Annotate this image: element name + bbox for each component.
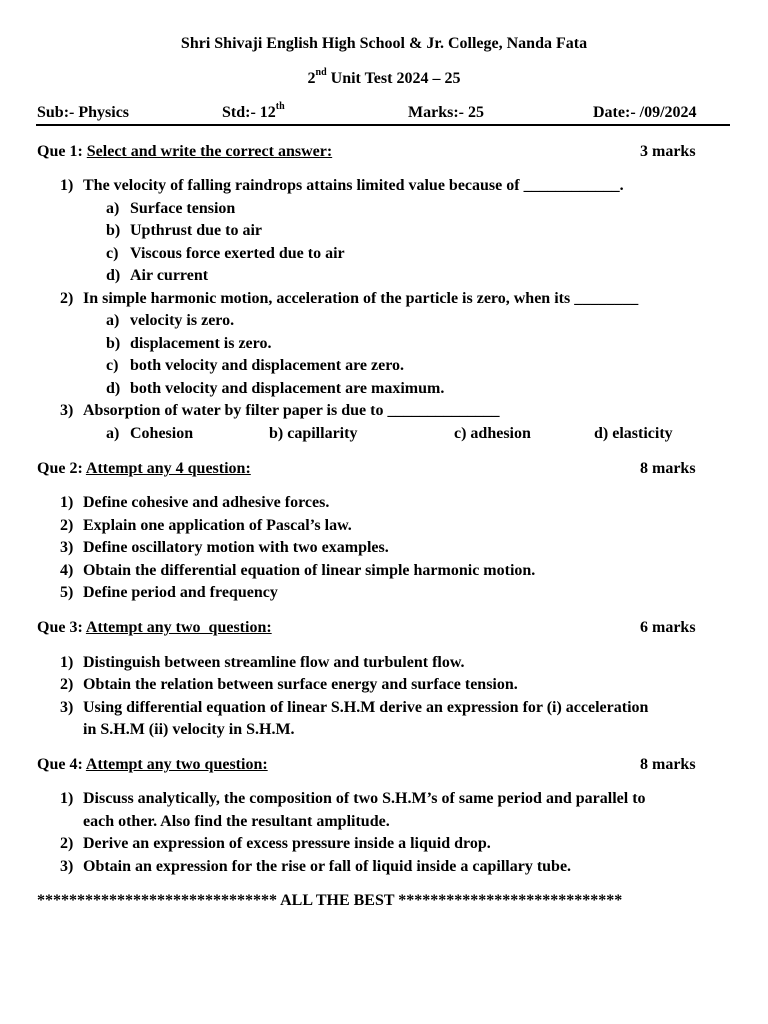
subject-label: Sub:- Physics [37,104,130,121]
test-title-ordinal: nd [315,67,327,78]
test-title-number: 2 [307,70,316,87]
header-rule [36,124,730,126]
q4-item-text-continued: each other. Also find the resultant amplitude. [83,813,390,830]
q4-item-text: Derive an expression of excess pressure inside a liquid drop. [83,835,491,852]
q4-heading [37,756,268,774]
q2-item-number: 2) [60,517,74,534]
q1-marks: 3 marks [640,143,696,160]
q1-heading [37,143,332,161]
q4-item-number: 1) [60,790,74,807]
q1-item-number: 2) [60,290,74,307]
option-text: b) capillarity [269,425,358,442]
std-text: Std:- 12 [222,104,276,121]
q1-item-text: In simple harmonic motion, acceleration of the particle is zero, when its ________ [83,290,639,307]
q4-marks: 8 marks [640,756,696,773]
option-letter: d) [106,380,121,397]
test-title-rest: Unit Test 2024 – 25 [326,70,461,87]
q3-item-text: Obtain the relation between surface energy and surface tension. [83,676,518,693]
q2-item-number: 4) [60,562,74,579]
q4-item-text: Discuss analytically, the composition of two S.H.M’s of same period and parallel to [83,790,646,807]
q4-label: Que 4: [37,756,86,773]
q2-item-text: Explain one application of Pascal’s law. [83,517,352,534]
q2-marks: 8 marks [640,460,696,477]
q3-item-number: 1) [60,654,74,671]
option-text: d) elasticity [594,425,673,442]
q3-title: Attempt any two question: [85,619,272,636]
std-ordinal: th [275,101,285,112]
test-title [0,67,768,88]
option-text: both velocity and displacement are zero. [130,357,405,374]
q1-label: Que 1: [37,143,87,160]
option-text: Air current [130,267,209,284]
q2-item-number: 1) [60,494,74,511]
q2-label: Que 2: [37,460,86,477]
option-letter: b) [106,335,121,352]
q4-item-text: Obtain an expression for the rise or fall of liquid inside a capillary tube. [83,858,572,875]
option-letter: c) [106,245,119,262]
q2-item-text: Obtain the differential equation of linear simple harmonic motion. [83,562,536,579]
date-label: Date:- /09/2024 [593,104,697,121]
option-text: c) adhesion [454,425,531,442]
option-text: displacement is zero. [130,335,272,352]
q2-item-number: 5) [60,584,74,601]
q2-item-number: 3) [60,539,74,556]
q2-heading [37,460,251,478]
q3-item-text: Using differential equation of linear S.H.M derive an expression for (i) acceleration [83,699,649,716]
option-text: Viscous force exerted due to air [130,245,345,262]
q1-title: Select and write the correct answer: [86,143,333,160]
q3-item-number: 3) [60,699,74,716]
q3-marks: 6 marks [640,619,696,636]
option-text: Upthrust due to air [130,222,263,239]
q3-label: Que 3: [37,619,86,636]
q3-item-number: 2) [60,676,74,693]
q3-item-text: Distinguish between streamline flow and turbulent flow. [83,654,465,671]
closing-line: ****************************** ALL THE BEST **************************** [37,892,623,909]
q2-item-text: Define period and frequency [83,584,278,601]
school-name: Shri Shivaji English High School & Jr. College, Nanda Fata [180,35,588,52]
q4-item-number: 2) [60,835,74,852]
option-text: velocity is zero. [130,312,235,329]
total-marks-label: Marks:- 25 [408,104,484,121]
option-letter: b) [106,222,121,239]
q1-item-number: 3) [60,402,74,419]
q2-item-text: Define cohesive and adhesive forces. [83,494,330,511]
q1-item-number: 1) [60,177,74,194]
q3-heading [37,619,272,637]
q1-item-text: Absorption of water by filter paper is due to ______________ [83,402,500,419]
std-label [222,101,285,122]
q4-title: Attempt any two question: [85,756,268,773]
q1-item-text: The velocity of falling raindrops attains limited value because of ____________. [83,177,624,194]
option-text: Cohesion [130,425,194,442]
q3-item-text-continued: in S.H.M (ii) velocity in S.H.M. [83,721,295,738]
option-text: Surface tension [130,200,236,217]
q4-item-number: 3) [60,858,74,875]
q2-title: Attempt any 4 question: [85,460,251,477]
option-letter: d) [106,267,121,284]
option-letter: a) [106,425,120,442]
option-letter: a) [106,200,120,217]
option-text: both velocity and displacement are maximum. [130,380,445,397]
q2-item-text: Define oscillatory motion with two examples. [83,539,389,556]
option-letter: c) [106,357,119,374]
option-letter: a) [106,312,120,329]
